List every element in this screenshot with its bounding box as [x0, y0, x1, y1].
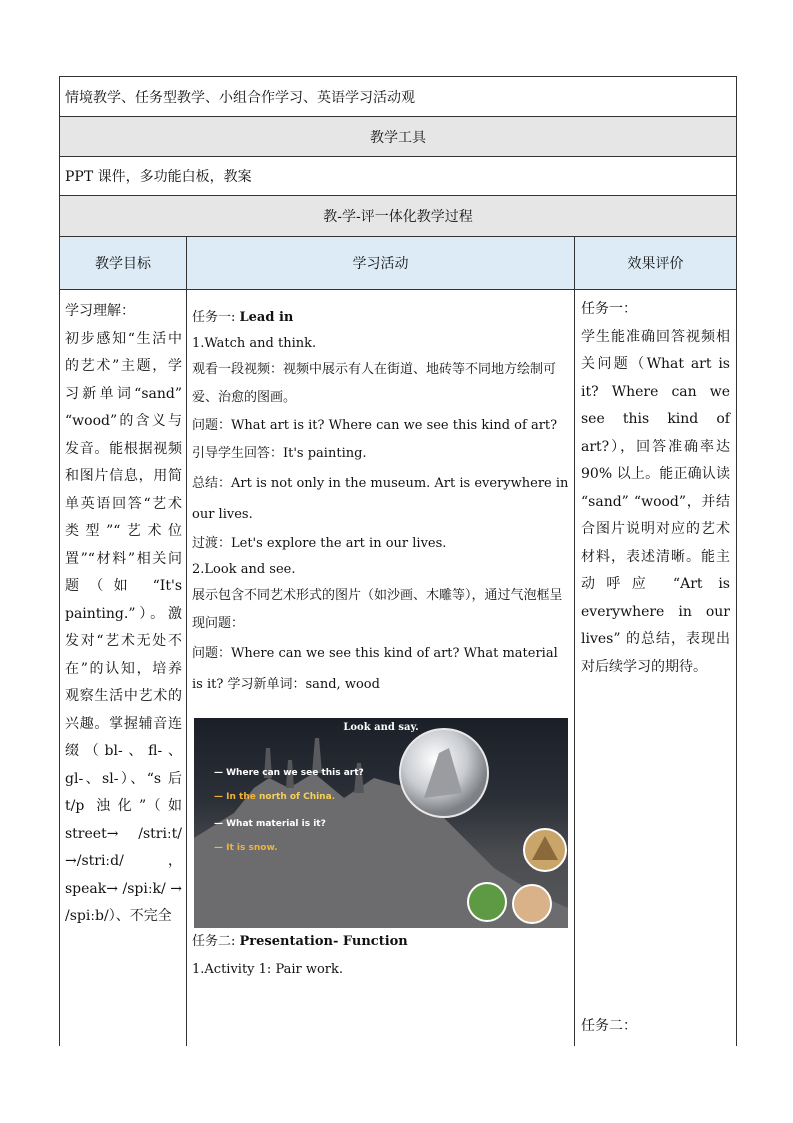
task1-title: [192, 304, 571, 332]
goals-text: 初步感知“生活中的艺术”主题，学习新单词“sand” “wood”的含义与发音。能根据视频和图片信息，用简单英语回答“艺术类型”“艺术位置”“材料”相关问题（如 “It's painting.”）。激发对“艺术无处不在”的认知，培养观察生活中艺术的兴趣。掌握辅音连缀（bl-、fl-、gl-、sl-）、“s 后 t/p 浊化”（如 street→ /striːt/ →/striːd/，speak→ /spiːk/ → /spiːb/）、不完全: [65, 330, 182, 924]
content-row: [60, 290, 736, 1046]
slide-answer-1: [214, 792, 335, 802]
method-row: [60, 77, 736, 117]
slide-title: Look and say.: [343, 722, 419, 733]
step1-desc: 观看一段视频：视频中展示有人在街道、地砖等不同地方绘制可爱、治愈的图画。: [192, 362, 557, 405]
tools-text: PPT 课件，多功能白板，教案: [65, 169, 252, 185]
activities-cell: [187, 290, 575, 1046]
slide-question-1: — Where can we see this art?: [214, 768, 364, 778]
col-header-evaluation: 效果评价: [575, 237, 736, 289]
slide-answer-2: — It is snow.: [214, 843, 278, 853]
task2-title: [192, 928, 571, 956]
tools-header-row: [60, 117, 736, 157]
column-header-row: [60, 237, 736, 290]
slide-answer-1-post: .: [331, 792, 336, 802]
step1-transition: 过渡：Let's explore the art in our lives.: [192, 536, 447, 551]
step2-title: 2.Look and see.: [192, 562, 296, 577]
evaluation-task2: 任务二：: [581, 1017, 637, 1034]
evaluation-task1: 任务一：: [581, 301, 637, 317]
slide-answer-1-pre: — In the: [214, 792, 259, 802]
process-header-row: [60, 196, 736, 237]
step1-guide: 引导学生回答：It's painting.: [192, 446, 367, 461]
evaluation-cell: [575, 290, 736, 1046]
evaluation-text: 学生能准确回答视频相关问题（What art is it? Where can we see this kind of art?），回答准确率达 90% 以上。能正确认读 “sand” “wood”，并结合图片说明对应的艺术材料，表述清晰。能主动呼应 “Art is everywhere in our lives” 的总结，表现出对后续学习的期待。: [581, 328, 730, 675]
sand-sculpture-slide-image: [194, 718, 568, 928]
tools-header: 教学工具: [370, 129, 426, 146]
slide-question-2: — What material is it?: [214, 819, 326, 829]
task2-prefix: 任务二:: [192, 934, 240, 949]
goals-cell: [60, 290, 187, 1046]
method-text: 情境教学、任务型教学、小组合作学习、英语学习活动观: [65, 89, 415, 106]
task2-name: Presentation- Function: [239, 934, 408, 949]
slide-answer-1-highlight: north of China: [258, 792, 332, 802]
activity1-title: 1.Activity 1: Pair work.: [192, 962, 344, 977]
step1-question: 问题：What art is it? Where can we see this kind of art?: [192, 418, 558, 433]
col-header-goals: 教学目标: [60, 237, 187, 289]
task1-prefix: 任务一:: [192, 310, 240, 325]
step1-summary: 总结：Art is not only in the museum. Art is everywhere in our lives.: [192, 476, 569, 522]
task1-name: Lead in: [239, 310, 294, 325]
goals-heading: 学习理解：: [65, 303, 135, 319]
lesson-plan-table: [59, 76, 737, 1046]
step1-title: 1.Watch and think.: [192, 336, 317, 351]
process-header: 教-学-评一体化教学过程: [323, 209, 473, 225]
tools-row: [60, 157, 736, 196]
step2-desc: 展示包含不同艺术形式的图片（如沙画、木雕等），通过气泡框呈现问题：: [192, 588, 563, 631]
step2-question: 问题：Where can we see this kind of art? What material is it? 学习新单词：sand, wood: [192, 646, 558, 692]
col-header-activities: 学习活动: [187, 237, 575, 289]
